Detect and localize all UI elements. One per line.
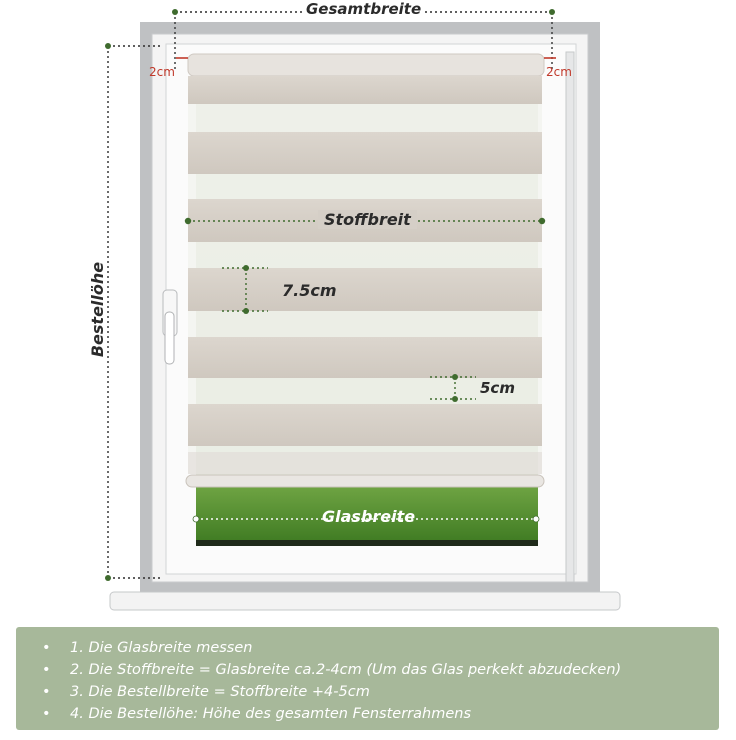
sheer-gap [188,446,542,452]
hinge-bar [566,52,574,582]
sheer-gap [188,242,542,268]
glass-bottom-edge [196,540,538,546]
gesamtbreite-label: Gesamtbreite [302,0,425,18]
band-height-label: 7.5cm [282,281,337,300]
instruction-item: • 4. Die Bestellöhe: Höhe des gesamten Fensterrahmens [42,703,719,725]
window-handle-grip [165,312,174,364]
sheer-gap [188,104,542,132]
instruction-item: • 1. Die Glasbreite messen [42,637,719,659]
fabric-band [188,76,542,104]
fabric-band [188,132,542,174]
fabric-band [188,404,542,446]
window-sill [110,592,620,610]
stoffbreit-label: Stoffbreit [318,210,417,229]
fabric-band [188,452,542,474]
fabric-bands [188,76,542,474]
gap-height-label: 5cm [480,379,515,397]
roller-cassette [188,54,544,76]
bottom-rail [186,475,544,487]
sheer-gap [188,174,542,199]
instruction-panel [16,627,719,730]
instruction-list [16,627,719,725]
instruction-item: • 2. Die Stoffbreite = Glasbreite ca.2-4cm (Um das Glas perkekt abzudecken) [42,659,719,681]
fabric-band [188,337,542,378]
sheer-gap [188,311,542,337]
glasbreite-label: Glasbreite [322,507,416,526]
instruction-item: • 3. Die Bestellbreite = Stoffbreite +4-5cm [42,681,719,703]
fabric-band [188,268,542,311]
bestellhoehe-label: Bestellöhe [88,261,108,358]
margin-left-label: 2cm [149,65,175,79]
margin-right-label: 2cm [546,65,572,79]
